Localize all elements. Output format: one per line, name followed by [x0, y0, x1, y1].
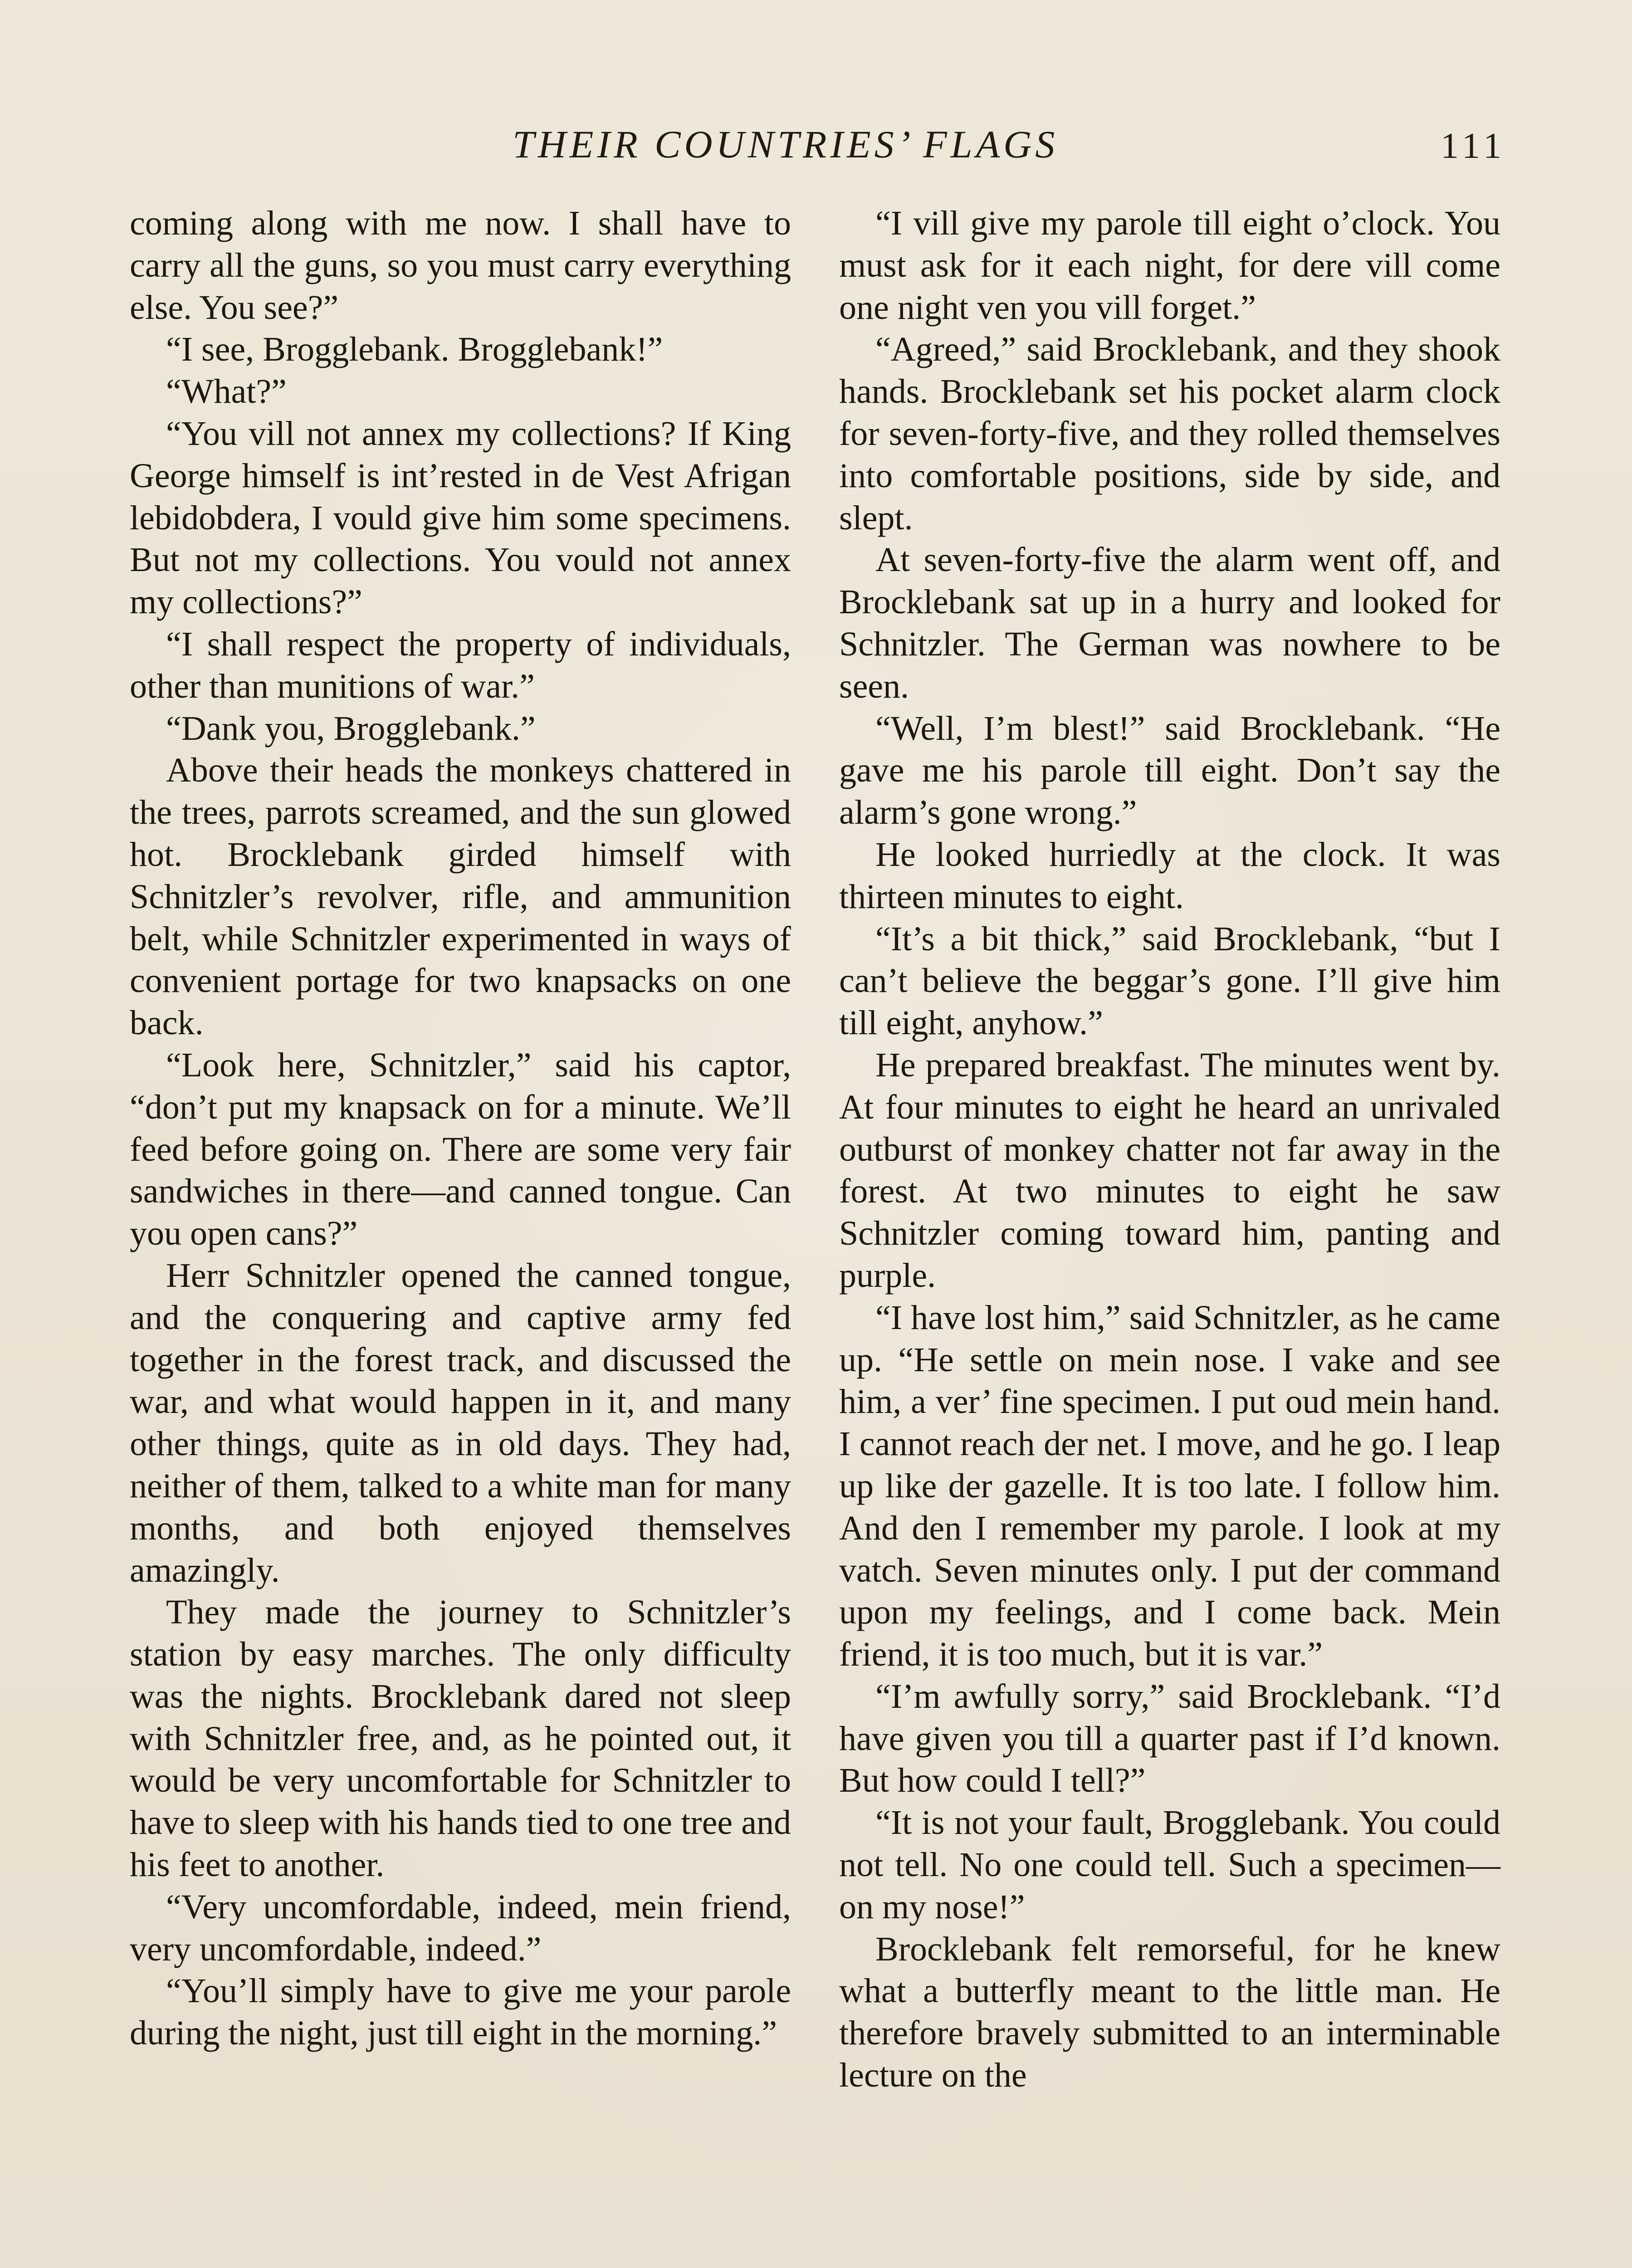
paragraph: “I vill give my parole till eight o’clock. You must ask for it each night, for dere vill come one night ven you vill forget.” [839, 204, 1500, 327]
paragraph: “You’ll simply have to give me your parole during the night, just till eight in the morning.” [130, 1972, 791, 2053]
paragraph: “What?” [166, 372, 287, 411]
paragraph: “I shall respect the property of individuals, other than munitions of war.” [130, 625, 791, 705]
paragraph: He looked hurriedly at the clock. It was thirteen minutes to eight. [839, 835, 1500, 916]
paragraph: “Look here, Schnitzler,” said his captor, “don’t put my knapsack on for a minute. We’ll feed before going on. There are some very fair sandwiches in there—and canned tongue. Can you open cans?” [130, 1046, 791, 1253]
paragraph: “It is not your fault, Brogglebank. You could not tell. No one could tell. Such a specimen—on my nose!” [839, 1804, 1500, 1926]
paragraph: They made the journey to Schnitzler’s station by easy marches. The only difficulty was the nights. Brocklebank dared not sleep with Schnitzler free, and, as he pointed out, it would be very uncomfortable for Schnitzler to have to sleep with his hands tied to one tree and his feet to another. [130, 1593, 791, 1884]
paragraph: Herr Schnitzler opened the canned tongue, and the conquering and captive army fed together in the forest track, and discussed the war, and what would happen in it, and many other things, quite as in old days. They had, neither of them, talked to a white man for many months, and both enjoyed themselves amazingly. [130, 1256, 791, 1589]
running-head: THEIR COUNTRIES’ FLAGS [513, 122, 1059, 166]
paragraph: “I have lost him,” said Schnitzler, as he came up. “He settle on mein nose. I vake and see him, a ver’ fine specimen. I put oud mein hand. I cannot reach der net. I move, and he go. I leap up like der gazelle. It is too late. I follow him. And den I remember my parole. I look at my vatch. Seven minutes only. I put der command upon my feelings, and I come back. Mein friend, it is too much, but it is var.” [839, 1298, 1500, 1674]
paragraph: “I’m awfully sorry,” said Brocklebank. “I’d have given you till a quarter past if I’d known. But how could I tell?” [839, 1677, 1500, 1800]
paragraph: coming along with me now. I shall have to carry all the guns, so you must carry everything else. You see?” [130, 204, 791, 327]
paragraph: Above their heads the monkeys chattered in the trees, parrots screamed, and the sun glowed hot. Brocklebank girded himself with Schnitzler’s revolver, rifle, and ammunition belt, while Schnitzler experimented in ways of convenient portage for two knapsacks on one back. [130, 751, 791, 1042]
paragraph: “Dank you, Brogglebank.” [166, 709, 536, 748]
paragraph: “It’s a bit thick,” said Brocklebank, “but I can’t believe the beggar’s gone. I’ll give him till eight, anyhow.” [839, 919, 1500, 1042]
paragraph: “Very uncomfordable, indeed, mein friend, very uncomfordable, indeed.” [130, 1887, 791, 1968]
paragraph: “You vill not annex my collections? If King George himself is int’rested in de Vest Afrigan lebidobdera, I vould give him some specimens. But not my collections. You vould not annex my collections?” [130, 414, 791, 621]
right-column [839, 202, 1500, 2097]
paragraph: “Well, I’m blest!” said Brocklebank. “He gave me his parole till eight. Don’t say the alarm’s gone wrong.” [839, 709, 1500, 832]
paragraph: “I see, Brogglebank. Brogglebank!” [166, 330, 663, 369]
left-column [130, 202, 791, 2054]
paragraph: Brocklebank felt remorseful, for he knew what a butterfly meant to the little man. He therefore bravely submitted to an interminable lecture on the [839, 1930, 1500, 2095]
paragraph: “Agreed,” said Brocklebank, and they shook hands. Brocklebank set his pocket alarm clock for seven-forty-five, and they rolled themselves into comfortable positions, side by side, and slept. [839, 330, 1500, 537]
page-number: 111 [1441, 126, 1506, 166]
paragraph: He prepared breakfast. The minutes went by. At four minutes to eight he heard an unrivaled outburst of monkey chatter not far away in the forest. At two minutes to eight he saw Schnitzler coming toward him, panting and purple. [839, 1046, 1500, 1295]
paragraph: At seven-forty-five the alarm went off, and Brocklebank sat up in a hurry and looked for Schnitzler. The German was nowhere to be seen. [839, 541, 1500, 705]
